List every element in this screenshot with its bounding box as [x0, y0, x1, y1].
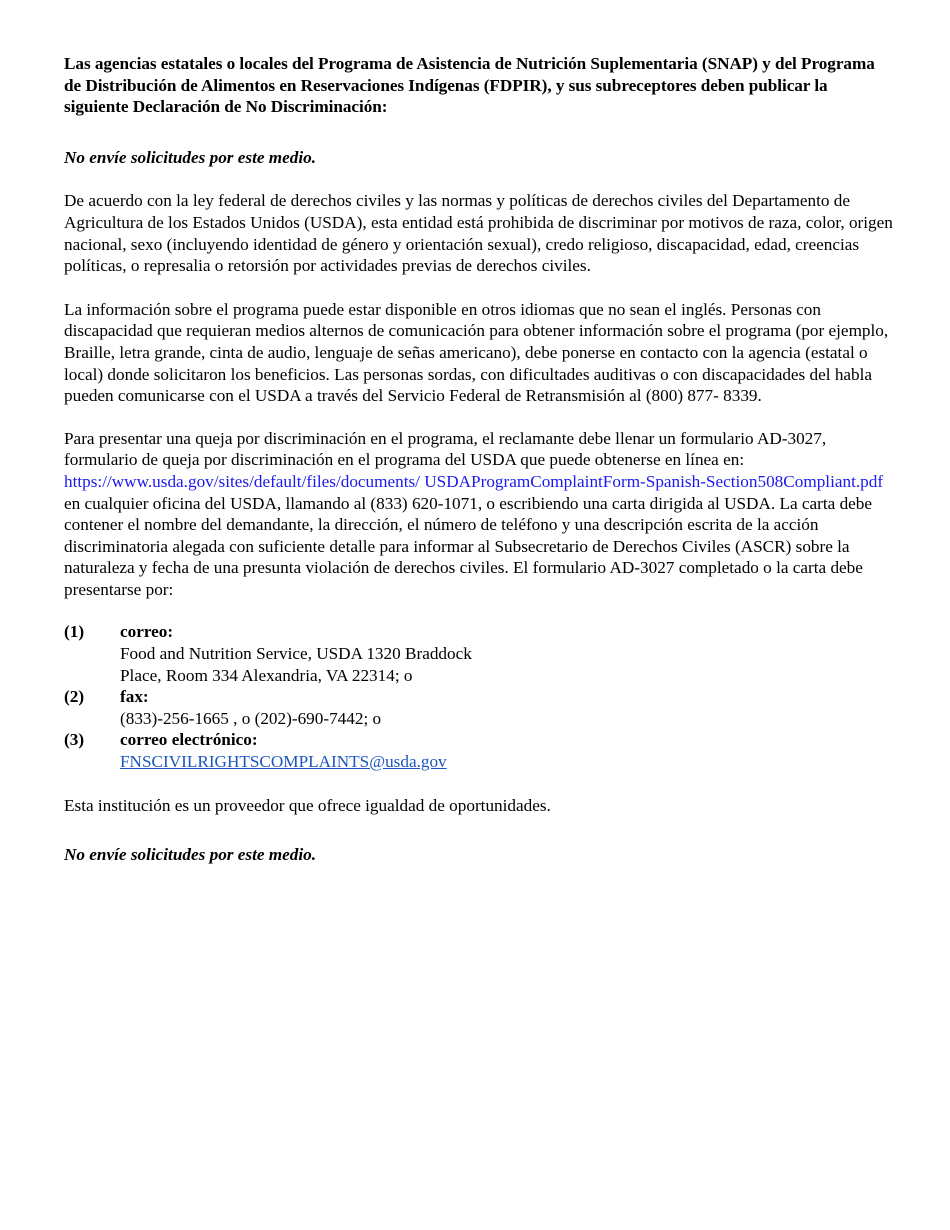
mail-address-line-2: Place, Room 334 Alexandria, VA 22314; o: [120, 665, 413, 685]
notice-bottom: No envíe solicitudes por este medio.: [64, 845, 317, 865]
equal-opportunity-statement: Esta institución es un proveedor que ofrece igualdad de oportunidades.: [64, 795, 551, 815]
item-body: [120, 686, 894, 729]
notice-top: No envíe solicitudes por este medio.: [64, 147, 317, 167]
fax-numbers: (833)-256-1665 , o (202)-690-7442; o: [120, 708, 382, 728]
submission-methods-list: [64, 621, 894, 772]
item-body: [120, 621, 894, 686]
complaint-rest: en cualquier oficina del USDA, llamando al (833) 620-1071, o escribiendo una carta dirigida al USDA. La carta debe contener el nombre del demandante, la dirección, el número de teléfono y una descripción escrita de la acción discriminatoria alegada con suficiente detalle para informar al Subsecretario de Derechos Civiles (ASCR) sobre la naturaleza y fecha de una presunta violación de derechos civiles. El formulario AD-3027 completado o la carta debe presentarse por:: [64, 493, 873, 599]
submission-method-email: [64, 729, 894, 772]
mail-address-line-1: Food and Nutrition Service, USDA 1320 Braddock: [120, 644, 472, 664]
document-heading: Las agencias estatales o locales del Programa de Asistencia de Nutrición Suplementaria (SNAP) y del Programa de Distribución de Alimentos en Reservaciones Indígenas (FDPIR), y sus subreceptores deben publicar la siguiente Declaración de No Discriminación:: [64, 54, 875, 117]
submission-method-mail: [64, 621, 894, 686]
item-body: [120, 729, 894, 772]
item-number: (3): [64, 730, 85, 750]
paragraph-civil-rights: De acuerdo con la ley federal de derechos civiles y las normas y políticas de derechos civiles del Departamento de Agricultura de los Estados Unidos (USDA), esta entidad está prohibida de discriminar por motivos de raza, color, origen nacional, sexo (incluyendo identidad de género y orientación sexual), credo religioso, discapacidad, edad, creencias políticas, o represalia o retorsión por actividades previas de derechos civiles.: [64, 191, 893, 276]
email-link[interactable]: FNSCIVILRIGHTSCOMPLAINTS@usda.gov: [120, 752, 447, 772]
item-label: correo:: [120, 622, 174, 642]
item-number: (2): [64, 687, 85, 707]
item-label: fax:: [120, 687, 149, 707]
submission-method-fax: [64, 686, 894, 729]
paragraph-language-access: La información sobre el programa puede estar disponible en otros idiomas que no sean el inglés. Personas con discapacidad que requieran medios alternos de comunicación para obtener información sobre el programa (por ejemplo, Braille, letra grande, cinta de audio, lenguaje de señas americano), debe ponerse en contacto con la agencia (estatal o local) donde solicitaron los beneficios. Las personas sordas, con dificultades auditivas o con discapacidades del habla pueden comunicarse con el USDA a través del Servicio Federal de Retransmisión al (800) 877- 8339.: [64, 299, 889, 406]
item-label: correo electrónico:: [120, 730, 258, 750]
complaint-form-link[interactable]: https://www.usda.gov/sites/default/files/documents/ USDAProgramComplaintForm-Spanish-Section508Compliant.pdf: [64, 471, 884, 491]
item-number: (1): [64, 622, 85, 642]
paragraph-complaint: [64, 428, 894, 601]
complaint-intro: Para presentar una queja por discriminación en el programa, el reclamante debe llenar un formulario AD-3027, formulario de queja por discriminación en el programa del USDA que puede obtenerse en línea en:: [64, 428, 827, 470]
document-page: [64, 52, 894, 866]
